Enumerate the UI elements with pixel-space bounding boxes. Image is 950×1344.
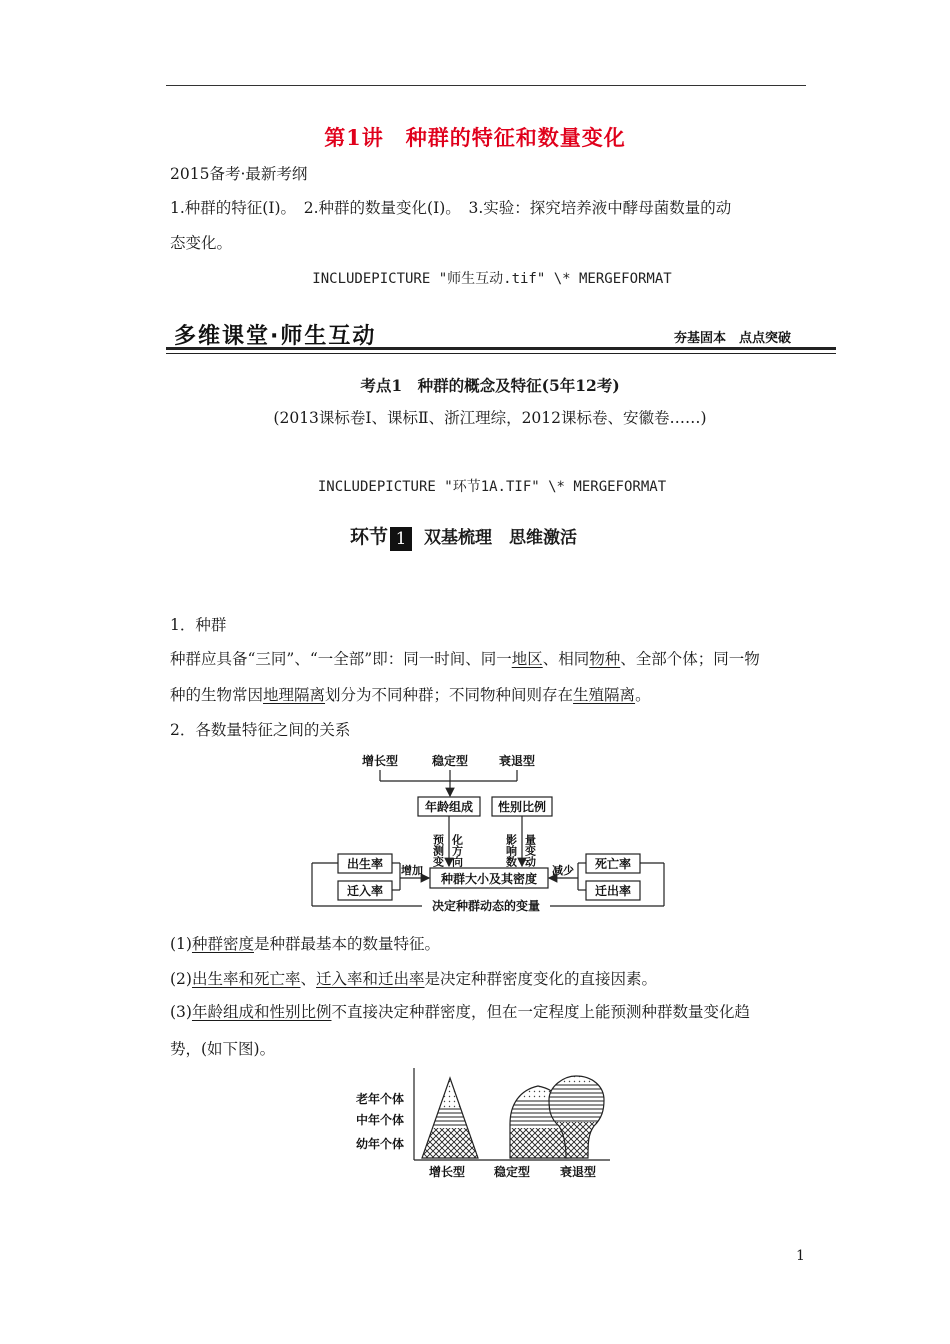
text-span: 、全部个体；同一物 [620, 650, 760, 668]
banner-right-text: 夯基固本 点点突破 [674, 331, 792, 346]
text-span: 、 [300, 970, 316, 988]
top-label-decline: 衰退型 [498, 754, 536, 768]
underlined-term: 生殖隔离 [573, 686, 636, 704]
label-center: 种群大小及其密度 [440, 872, 538, 886]
outline-line-1: 1.种群的特征(Ⅰ)。 2.种群的数量变化(Ⅰ)。 3.实验：探究培养液中酵母菌数量的动 [170, 199, 732, 217]
underlined-term: 年龄组成和性别比例 [191, 1003, 332, 1021]
include-field-2: INCLUDEPICTURE "环节1A.TIF" \* MERGEFORMAT [317, 479, 667, 495]
label-increase: 增加 [401, 864, 423, 877]
vertical-label-predict-b: 化方向 [450, 834, 464, 867]
section-2-heading: 2．各数量特征之间的关系 [170, 721, 351, 739]
underlined-term: 种群密度 [191, 935, 254, 953]
y-label-middle: 中年个体 [356, 1113, 405, 1127]
section-1-para-line-1 [170, 649, 760, 669]
vertical-label-predict-a: 预测变 [431, 834, 445, 867]
label-immigration-rate: 迁入率 [346, 884, 384, 898]
label-birth-rate: 出生率 [346, 857, 384, 871]
top-label-growth: 增长型 [361, 754, 399, 768]
kaodian-title: 考点1 种群的概念及特征(5年12考) [360, 376, 620, 395]
text-span: 种群应具备“三同”、“一全部”即：同一时间、同一 [170, 650, 512, 668]
text-span: 划分为不同种群；不同物种间则存在 [325, 686, 574, 704]
x-label-decline: 衰退型 [559, 1165, 597, 1179]
point-1 [170, 934, 440, 954]
text-span: 不直接决定种群密度，但在一定程度上能预测种群数量变化趋 [331, 1003, 750, 1021]
point-3-line-2: 势，(如下图)。 [170, 1040, 276, 1058]
top-rule [166, 85, 806, 86]
huanjie-title: 双基梳理 思维激活 [424, 528, 578, 548]
vertical-label-affect-a: 影响数 [504, 834, 518, 867]
huanjie-number-badge: 1 [390, 527, 412, 551]
section-1-heading: 1．种群 [170, 616, 227, 634]
x-label-growth: 增长型 [428, 1165, 466, 1179]
text-span: 。 [635, 686, 651, 704]
underlined-term: 迁入率和迁出率 [316, 970, 425, 988]
top-label-stable: 稳定型 [431, 754, 469, 768]
huanjie-header [350, 522, 577, 551]
text-span: (1) [170, 935, 192, 953]
outline-line-2: 态变化。 [170, 234, 233, 252]
population-characteristics-diagram [300, 748, 680, 918]
include-field-1: INCLUDEPICTURE "师生互动.tif" \* MERGEFORMAT [312, 271, 672, 287]
text-span: 种的生物常因 [170, 686, 264, 704]
age-structure-diagram [352, 1064, 612, 1180]
x-label-stable: 稳定型 [493, 1165, 531, 1179]
banner-rule-thick [166, 347, 836, 350]
vertical-label-affect-b: 量变动 [523, 834, 537, 867]
text-span: (2) [170, 970, 192, 988]
point-3-line-1 [170, 1002, 750, 1022]
text-span: 是决定种群密度变化的直接因素。 [424, 970, 658, 988]
page-title: 第1讲 种群的特征和数量变化 [324, 125, 626, 150]
y-label-young: 幼年个体 [356, 1137, 405, 1151]
huanjie-label: 环节 [350, 526, 389, 548]
text-span: 、相同 [542, 650, 590, 668]
banner-title: 多维课堂·师生互动 [174, 324, 377, 349]
underlined-term: 地理隔离 [263, 686, 326, 704]
text-span: (3) [170, 1003, 192, 1021]
growth-pyramid [412, 1064, 492, 1160]
banner-rule-thin [166, 353, 836, 354]
page-number: 1 [796, 1248, 805, 1264]
label-decrease: 减少 [552, 864, 574, 877]
label-death-rate: 死亡率 [594, 857, 632, 871]
section-1-para-line-2 [170, 685, 651, 705]
underlined-term: 地区 [511, 650, 543, 668]
text-span: 是种群最基本的数量特征。 [253, 935, 440, 953]
y-label-old: 老年个体 [356, 1092, 405, 1106]
label-age-structure: 年龄组成 [424, 800, 474, 814]
point-2 [170, 969, 657, 989]
label-emigration-rate: 迁出率 [594, 884, 632, 898]
label-sex-ratio: 性别比例 [497, 800, 547, 814]
underlined-term: 出生率和死亡率 [191, 970, 301, 988]
underlined-term: 物种 [589, 650, 621, 668]
outline-heading: 2015备考·最新考纲 [170, 165, 308, 183]
label-bottom: 决定种群动态的变量 [431, 899, 541, 913]
kaodian-sources: (2013课标卷Ⅰ、课标Ⅱ、浙江理综，2012课标卷、安徽卷……) [273, 409, 707, 427]
